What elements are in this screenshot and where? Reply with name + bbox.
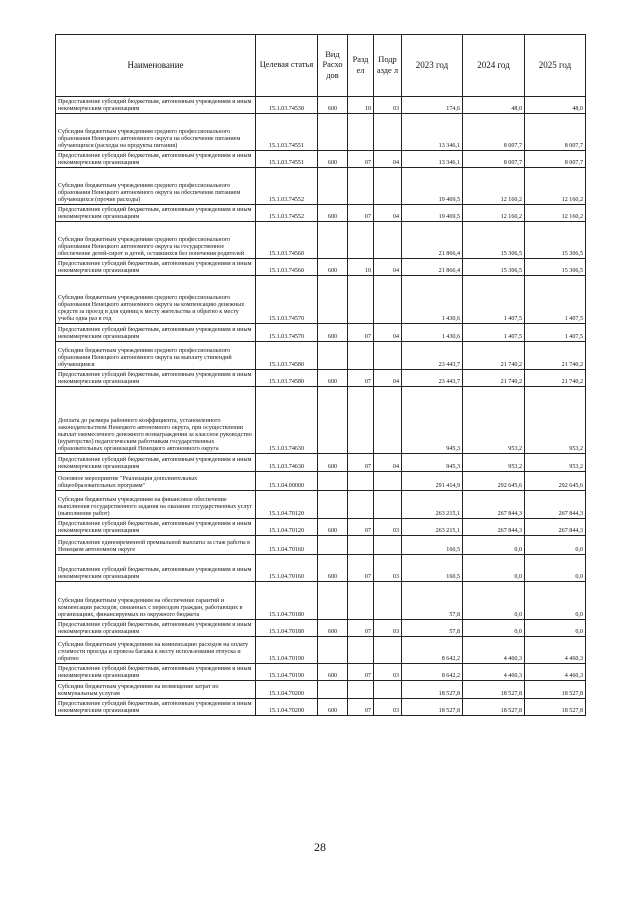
row-subsection-cell — [374, 582, 402, 620]
row-value-2023-cell: 18 527,8 — [402, 699, 463, 716]
row-expense-type-cell: 600 — [318, 454, 348, 472]
row-name-cell: Субсидии бюджетным учреждениям на обеспечение гарантий и компенсации расходов, связанных с переездом граждан, работающих в организациях, финансируемых из окружного бюджета — [56, 582, 256, 620]
row-value-2024-cell: 8 007,7 — [463, 114, 525, 151]
row-value-2025-cell: 12 160,2 — [525, 168, 586, 205]
row-name-cell: Субсидии бюджетным учреждениям среднего профессионального образования Ненецкого автономного округа на обеспечение питанием обучающихся (прочие расходы) — [56, 168, 256, 205]
row-value-2024-cell: 21 740,2 — [463, 370, 525, 387]
row-name-cell: Предоставление субсидий бюджетным, автономным учреждениям и иным некоммерческим организациям — [56, 454, 256, 472]
row-expense-type-cell — [318, 536, 348, 555]
row-section-cell — [348, 582, 374, 620]
row-subsection-cell: 03 — [374, 555, 402, 582]
row-value-2025-cell: 15 306,5 — [525, 259, 586, 276]
row-value-2023-cell: 57,8 — [402, 582, 463, 620]
row-expense-type-cell: 600 — [318, 620, 348, 637]
header-section: Разд ел — [348, 35, 374, 97]
row-target-code-cell: 15.1.04.70180 — [256, 582, 318, 620]
row-value-2025-cell: 0,0 — [525, 582, 586, 620]
row-target-code-cell: 15.1.03.74630 — [256, 454, 318, 472]
row-target-code-cell: 15.1.03.74580 — [256, 342, 318, 370]
row-value-2025-cell: 48,0 — [525, 97, 586, 114]
row-name-cell: Предоставление единовременной премиальной выплаты за стаж работы в Ненецком автономном округе — [56, 536, 256, 555]
row-subsection-cell — [374, 276, 402, 324]
row-subsection-cell — [374, 491, 402, 519]
row-value-2025-cell: 0,0 — [525, 536, 586, 555]
row-value-2025-cell: 8 007,7 — [525, 151, 586, 168]
row-value-2024-cell: 1 407,5 — [463, 324, 525, 342]
row-value-2023-cell: 160,5 — [402, 555, 463, 582]
table-row — [56, 536, 586, 555]
table-row — [56, 637, 586, 664]
row-subsection-cell: 04 — [374, 259, 402, 276]
table-row — [56, 168, 586, 205]
row-value-2024-cell: 18 527,8 — [463, 681, 525, 699]
row-value-2024-cell: 15 306,5 — [463, 222, 525, 259]
row-target-code-cell: 15.1.03.74580 — [256, 370, 318, 387]
table-row — [56, 555, 586, 582]
row-value-2025-cell: 21 740,2 — [525, 370, 586, 387]
row-target-code-cell: 15.1.04.70120 — [256, 491, 318, 519]
row-value-2024-cell: 48,0 — [463, 97, 525, 114]
row-value-2023-cell: 263 215,1 — [402, 519, 463, 536]
table-row — [56, 205, 586, 222]
row-target-code-cell: 15.1.04.70160 — [256, 555, 318, 582]
row-section-cell — [348, 222, 374, 259]
row-target-code-cell: 15.1.04.70200 — [256, 681, 318, 699]
row-value-2023-cell: 13 346,1 — [402, 114, 463, 151]
row-value-2024-cell: 953,2 — [463, 387, 525, 454]
row-target-code-cell: 15.1.04.70190 — [256, 664, 318, 681]
row-value-2024-cell: 1 407,5 — [463, 276, 525, 324]
row-name-cell: Предоставление субсидий бюджетным, автономным учреждениям и иным некоммерческим организациям — [56, 699, 256, 716]
table-row — [56, 370, 586, 387]
row-subsection-cell — [374, 472, 402, 491]
row-expense-type-cell — [318, 114, 348, 151]
row-value-2023-cell: 21 866,4 — [402, 259, 463, 276]
row-name-cell: Субсидии бюджетным учреждениям на возмещение затрат по коммунальным услугам — [56, 681, 256, 699]
budget-table-sheet — [55, 34, 585, 716]
row-section-cell — [348, 637, 374, 664]
row-value-2024-cell: 12 160,2 — [463, 168, 525, 205]
header-year-2023: 2023 год — [402, 35, 463, 97]
table-row — [56, 454, 586, 472]
row-value-2024-cell: 12 160,2 — [463, 205, 525, 222]
row-value-2023-cell: 19 469,5 — [402, 168, 463, 205]
row-value-2025-cell: 292 645,6 — [525, 472, 586, 491]
row-subsection-cell — [374, 637, 402, 664]
table-row — [56, 259, 586, 276]
row-target-code-cell: 15.1.03.74530 — [256, 97, 318, 114]
table-row — [56, 222, 586, 259]
row-target-code-cell: 15.1.04.70160 — [256, 536, 318, 555]
row-subsection-cell — [374, 387, 402, 454]
row-name-cell: Предоставление субсидий бюджетным, автономным учреждениям и иным некоммерческим организациям — [56, 205, 256, 222]
row-name-cell: Субсидии бюджетным учреждениям среднего профессионального образования Ненецкого автономного округа на обеспечение питанием обучающихся (расходы на продукты питания) — [56, 114, 256, 151]
row-name-cell: Предоставление субсидий бюджетным, автономным учреждениям и иным некоммерческим организациям — [56, 370, 256, 387]
row-value-2023-cell: 945,3 — [402, 387, 463, 454]
row-name-cell: Предоставление субсидий бюджетным, автономным учреждениям и иным некоммерческим организациям — [56, 519, 256, 536]
row-value-2023-cell: 18 527,8 — [402, 681, 463, 699]
row-subsection-cell: 03 — [374, 97, 402, 114]
row-name-cell: Предоставление субсидий бюджетным, автономным учреждениям и иным некоммерческим организациям — [56, 620, 256, 637]
row-value-2024-cell: 0,0 — [463, 620, 525, 637]
row-subsection-cell: 04 — [374, 324, 402, 342]
header-year-2024: 2024 год — [463, 35, 525, 97]
row-section-cell: 07 — [348, 699, 374, 716]
table-row — [56, 387, 586, 454]
row-expense-type-cell — [318, 491, 348, 519]
row-name-cell: Субсидии бюджетным учреждениям среднего профессионального образования Ненецкого автономного округа на государственное обеспечение детей-сирот и детей, оставшихся без попечения родителей — [56, 222, 256, 259]
table-header-row — [56, 35, 586, 97]
row-value-2023-cell: 945,3 — [402, 454, 463, 472]
row-name-cell: Субсидии бюджетным учреждениям среднего профессионального образования Ненецкого автономного округа на выплату стипендий обучающимся — [56, 342, 256, 370]
row-name-cell: Доплата до размера районного коэффициента, установленного законодательством Ненецкого автономного округа, при осуществлении выплат ежемесячного денежного вознаграждения за классное руководство (кураторство) педагогическим работникам государственных образовательных организаций Ненецкого автономного округа — [56, 387, 256, 454]
row-value-2023-cell: 160,5 — [402, 536, 463, 555]
row-value-2023-cell: 174,6 — [402, 97, 463, 114]
row-value-2023-cell: 13 346,1 — [402, 151, 463, 168]
row-value-2023-cell: 19 469,5 — [402, 205, 463, 222]
row-section-cell — [348, 681, 374, 699]
table-row — [56, 620, 586, 637]
row-expense-type-cell: 600 — [318, 205, 348, 222]
row-section-cell — [348, 276, 374, 324]
row-value-2025-cell: 21 740,2 — [525, 342, 586, 370]
row-value-2023-cell: 8 642,2 — [402, 637, 463, 664]
row-value-2024-cell: 953,2 — [463, 454, 525, 472]
table-row — [56, 681, 586, 699]
row-expense-type-cell — [318, 637, 348, 664]
row-target-code-cell: 15.1.03.74570 — [256, 276, 318, 324]
row-name-cell: Предоставление субсидий бюджетным, автономным учреждениям и иным некоммерческим организациям — [56, 97, 256, 114]
row-subsection-cell — [374, 222, 402, 259]
row-subsection-cell: 04 — [374, 205, 402, 222]
row-subsection-cell: 03 — [374, 519, 402, 536]
table-row — [56, 276, 586, 324]
row-name-cell: Субсидии бюджетным учреждениям на компенсацию расходов на оплату стоимости проезда и провоза багажа к месту использования отпуска и обратно — [56, 637, 256, 664]
row-target-code-cell: 15.1.03.74570 — [256, 324, 318, 342]
row-target-code-cell: 15.1.03.74551 — [256, 151, 318, 168]
table-row — [56, 491, 586, 519]
row-value-2025-cell: 18 527,8 — [525, 681, 586, 699]
row-subsection-cell — [374, 168, 402, 205]
header-target-article: Целевая статья — [256, 35, 318, 97]
row-expense-type-cell: 600 — [318, 519, 348, 536]
row-value-2025-cell: 267 844,3 — [525, 519, 586, 536]
row-expense-type-cell — [318, 472, 348, 491]
row-section-cell — [348, 168, 374, 205]
row-value-2024-cell: 18 527,8 — [463, 699, 525, 716]
row-expense-type-cell — [318, 681, 348, 699]
table-row — [56, 151, 586, 168]
table-row — [56, 324, 586, 342]
row-value-2023-cell: 1 430,6 — [402, 324, 463, 342]
row-value-2023-cell: 263 215,1 — [402, 491, 463, 519]
row-expense-type-cell — [318, 168, 348, 205]
row-expense-type-cell: 600 — [318, 97, 348, 114]
row-expense-type-cell — [318, 222, 348, 259]
row-name-cell: Предоставление субсидий бюджетным, автономным учреждениям и иным некоммерческим организациям — [56, 259, 256, 276]
row-subsection-cell: 04 — [374, 454, 402, 472]
row-target-code-cell: 15.1.03.74552 — [256, 205, 318, 222]
row-expense-type-cell: 600 — [318, 370, 348, 387]
row-section-cell: 07 — [348, 324, 374, 342]
table-row — [56, 114, 586, 151]
row-value-2023-cell: 1 430,6 — [402, 276, 463, 324]
row-name-cell: Субсидии бюджетным учреждениям на финансовое обеспечение выполнения государственного задания на оказание государственных услуг (выполнение работ) — [56, 491, 256, 519]
row-value-2023-cell: 23 443,7 — [402, 370, 463, 387]
row-value-2023-cell: 291 414,9 — [402, 472, 463, 491]
row-value-2024-cell: 4 460,3 — [463, 664, 525, 681]
row-value-2024-cell: 4 460,3 — [463, 637, 525, 664]
row-value-2025-cell: 953,2 — [525, 454, 586, 472]
row-name-cell: Основное мероприятие "Реализация дополнительных общеобразовательных программ" — [56, 472, 256, 491]
row-expense-type-cell — [318, 276, 348, 324]
table-row — [56, 519, 586, 536]
row-target-code-cell: 15.1.04.70190 — [256, 637, 318, 664]
row-value-2025-cell: 12 160,2 — [525, 205, 586, 222]
row-section-cell: 07 — [348, 205, 374, 222]
row-expense-type-cell: 600 — [318, 555, 348, 582]
row-value-2023-cell: 21 866,4 — [402, 222, 463, 259]
row-value-2024-cell: 267 844,3 — [463, 491, 525, 519]
row-value-2024-cell: 21 740,2 — [463, 342, 525, 370]
row-subsection-cell — [374, 536, 402, 555]
row-expense-type-cell — [318, 387, 348, 454]
row-expense-type-cell: 600 — [318, 151, 348, 168]
row-value-2025-cell: 4 460,3 — [525, 664, 586, 681]
row-subsection-cell: 03 — [374, 699, 402, 716]
table-row — [56, 699, 586, 716]
row-value-2025-cell: 4 460,3 — [525, 637, 586, 664]
row-section-cell: 07 — [348, 555, 374, 582]
row-value-2025-cell: 1 407,5 — [525, 276, 586, 324]
row-value-2024-cell: 267 844,3 — [463, 519, 525, 536]
header-year-2025: 2025 год — [525, 35, 586, 97]
row-value-2024-cell: 292 645,6 — [463, 472, 525, 491]
row-section-cell: 07 — [348, 664, 374, 681]
table-row — [56, 582, 586, 620]
row-section-cell — [348, 114, 374, 151]
row-value-2025-cell: 953,2 — [525, 387, 586, 454]
row-expense-type-cell: 600 — [318, 259, 348, 276]
row-subsection-cell: 03 — [374, 664, 402, 681]
row-subsection-cell — [374, 342, 402, 370]
row-subsection-cell — [374, 114, 402, 151]
table-row — [56, 472, 586, 491]
row-expense-type-cell: 600 — [318, 699, 348, 716]
row-value-2025-cell: 0,0 — [525, 555, 586, 582]
header-name: Наименование — [56, 35, 256, 97]
row-subsection-cell — [374, 681, 402, 699]
row-value-2023-cell: 57,8 — [402, 620, 463, 637]
row-section-cell: 10 — [348, 259, 374, 276]
table-row — [56, 342, 586, 370]
budget-table — [55, 34, 586, 716]
header-expense-type: Вид Расхо дов — [318, 35, 348, 97]
row-target-code-cell: 15.1.03.74551 — [256, 114, 318, 151]
table-body — [56, 97, 586, 716]
row-value-2023-cell: 23 443,7 — [402, 342, 463, 370]
row-expense-type-cell — [318, 582, 348, 620]
row-section-cell: 07 — [348, 519, 374, 536]
page-number: 28 — [314, 840, 326, 854]
table-row — [56, 664, 586, 681]
row-section-cell: 07 — [348, 454, 374, 472]
row-expense-type-cell — [318, 342, 348, 370]
row-value-2025-cell: 15 306,5 — [525, 222, 586, 259]
row-value-2024-cell: 0,0 — [463, 555, 525, 582]
row-target-code-cell: 15.1.04.70200 — [256, 699, 318, 716]
row-section-cell — [348, 491, 374, 519]
row-value-2023-cell: 8 642,2 — [402, 664, 463, 681]
header-subsection: Подр азде л — [374, 35, 402, 97]
row-value-2025-cell: 8 007,7 — [525, 114, 586, 151]
row-target-code-cell: 15.1.04.70120 — [256, 519, 318, 536]
row-section-cell: 07 — [348, 620, 374, 637]
row-name-cell: Предоставление субсидий бюджетным, автономным учреждениям и иным некоммерческим организациям — [56, 151, 256, 168]
row-section-cell — [348, 342, 374, 370]
row-name-cell: Предоставление субсидий бюджетным, автономным учреждениям и иным некоммерческим организациям — [56, 555, 256, 582]
row-value-2024-cell: 0,0 — [463, 536, 525, 555]
row-value-2024-cell: 15 306,5 — [463, 259, 525, 276]
row-subsection-cell: 04 — [374, 151, 402, 168]
row-section-cell: 07 — [348, 370, 374, 387]
row-value-2025-cell: 0,0 — [525, 620, 586, 637]
row-name-cell: Субсидии бюджетным учреждениям среднего профессионального образования Ненецкого автономного округа на компенсацию денежных средств за проезд в для единиц к месту жительства и обратно к месту учебы одна раз в год — [56, 276, 256, 324]
row-value-2024-cell: 0,0 — [463, 582, 525, 620]
row-value-2024-cell: 8 007,7 — [463, 151, 525, 168]
row-target-code-cell: 15.1.03.74560 — [256, 259, 318, 276]
row-section-cell: 10 — [348, 97, 374, 114]
row-value-2025-cell: 1 407,5 — [525, 324, 586, 342]
row-target-code-cell: 15.1.04.70180 — [256, 620, 318, 637]
row-value-2025-cell: 267 844,3 — [525, 491, 586, 519]
row-name-cell: Предоставление субсидий бюджетным, автономным учреждениям и иным некоммерческим организациям — [56, 664, 256, 681]
row-section-cell: 07 — [348, 151, 374, 168]
row-name-cell: Предоставление субсидий бюджетным, автономным учреждениям и иным некоммерческим организациям — [56, 324, 256, 342]
row-target-code-cell: 15.1.03.74560 — [256, 222, 318, 259]
row-subsection-cell: 04 — [374, 370, 402, 387]
row-expense-type-cell: 600 — [318, 664, 348, 681]
row-target-code-cell: 15.1.04.00000 — [256, 472, 318, 491]
row-subsection-cell: 03 — [374, 620, 402, 637]
row-target-code-cell: 15.1.03.74630 — [256, 387, 318, 454]
table-row — [56, 97, 586, 114]
row-value-2025-cell: 18 527,8 — [525, 699, 586, 716]
row-target-code-cell: 15.1.03.74552 — [256, 168, 318, 205]
row-section-cell — [348, 536, 374, 555]
row-expense-type-cell: 600 — [318, 324, 348, 342]
row-section-cell — [348, 472, 374, 491]
row-section-cell — [348, 387, 374, 454]
